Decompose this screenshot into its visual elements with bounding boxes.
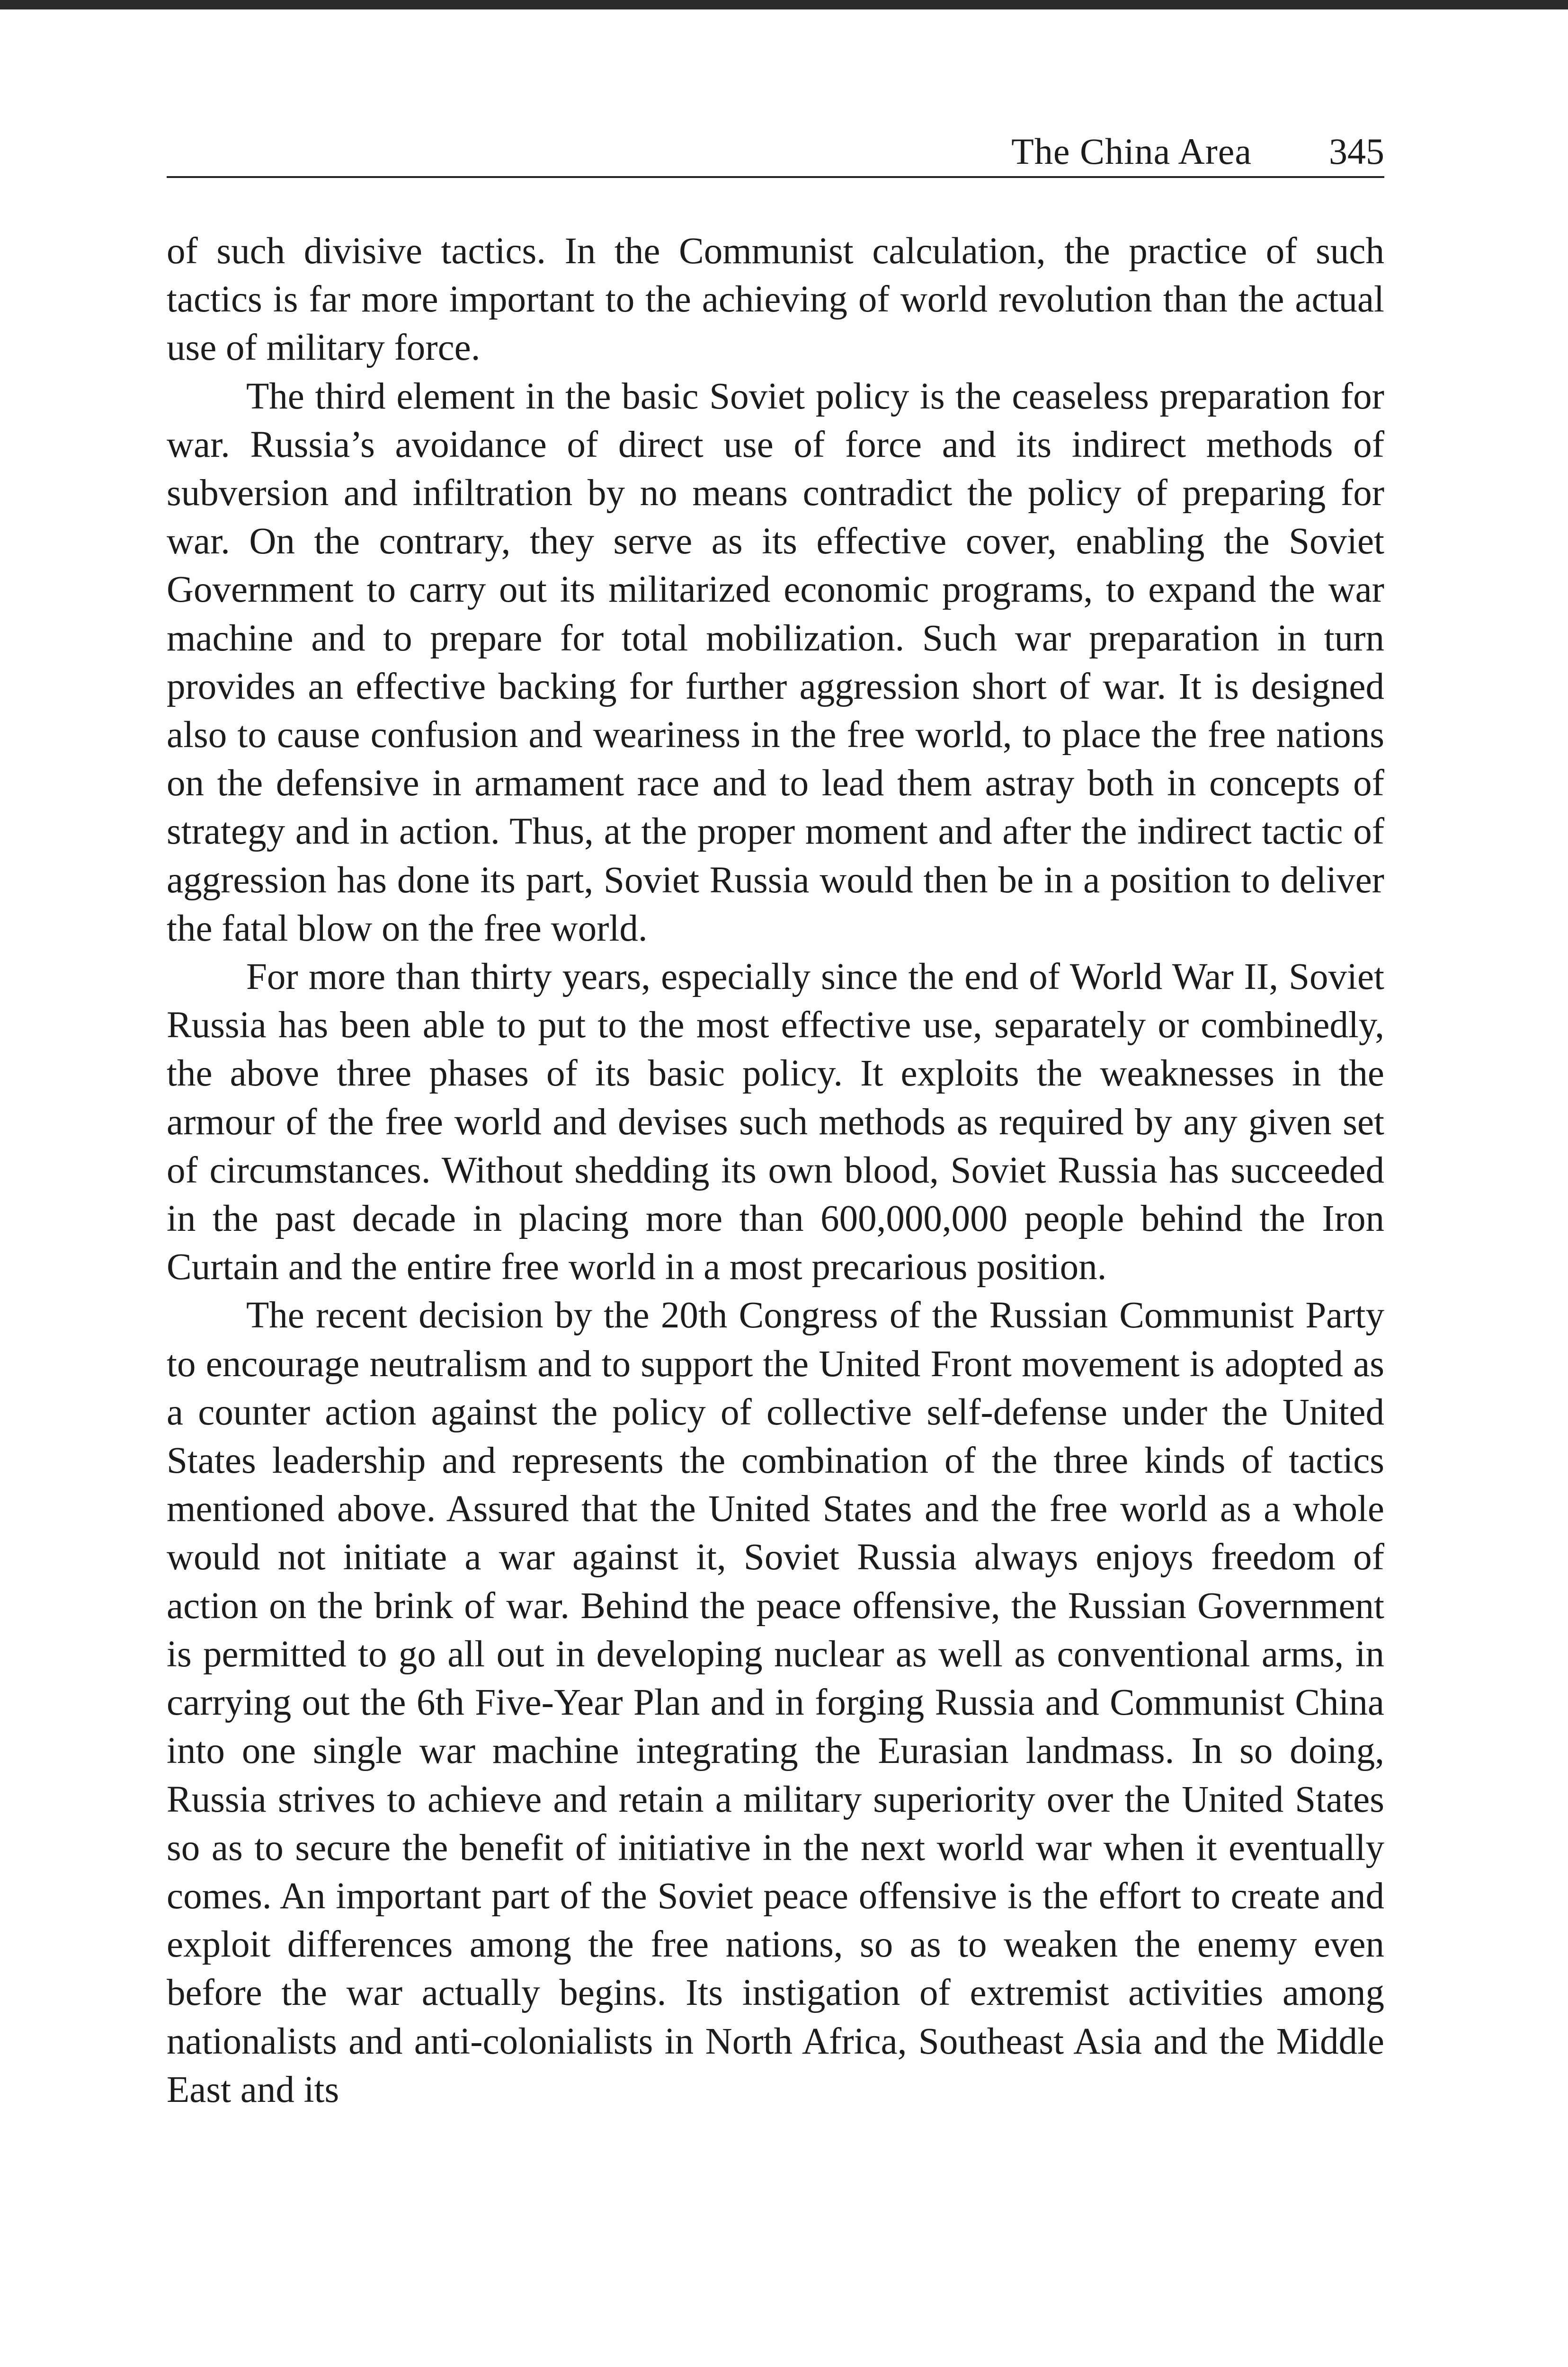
paragraph-3: For more than thirty years, especially since the end of World War II, Soviet Russia has been able to put to the most effective use, separately or combinedly, the above three phases of its basic policy. It exploits the weaknesses in the armour of the free world and devises such methods as required by any given set of circumstances. Without shedding its own blood, Soviet Russia has succeeded in the past decade in placing more than 600,000,000 people behind the Iron Curtain and the entire free world in a most precarious position. [167,956,1384,1288]
paragraph-2: The third element in the basic Soviet policy is the ceaseless preparation for war. Russia’s avoidance of direct use of force and its indirect methods of subversion and infiltration by no means contradict the policy of preparing for war. On the contrary, they serve as its effective cover, enabling the Soviet Government to carry out its militarized economic programs, to expand the war machine and to prepare for total mobilization. Such war preparation in turn provides an effective backing for further aggression short of war. It is designed also to cause confusion and weariness in the free world, to place the free nations on the defensive in armament race and to lead them astray both in concepts of strategy and in action. Thus, at the proper moment and after the indirect tactic of aggression has done its part, Soviet Russia would then be in a position to deliver the fatal blow on the free world. [167,375,1384,949]
paragraph-1: of such divisive tactics. In the Communist calculation, the practice of such tactics is far more important to the achieving of world revolution than the actual use of military force. [167,231,1384,369]
paragraph-4: The recent decision by the 20th Congress of the Russian Communist Party to encourage neutralism and to support the United Front movement is adopted as a counter action against the policy of collective self-defense under the United States leadership and represents the combination of the three kinds of tactics mentioned above. Assured that the United States and the free world as a whole would not initiate a war against it, Soviet Russia always enjoys freedom of action on the brink of war. Behind the peace offensive, the Russian Government is permitted to go all out in developing nuclear as well as conventional arms, in carrying out the 6th Five-Year Plan and in forging Russia and Communist China into one single war machine integrating the Eurasian landmass. In so doing, Russia strives to achieve and retain a military superiority over the United States so as to secure the benefit of initiative in the next world war when it eventually comes. An important part of the Soviet peace offensive is the effort to create and exploit differences among the free nations, so as to weaken the enemy even before the war actually begins. Its instigation of extremist activities among nationalists and anti-colonialists in North Africa, Southeast Asia and the Middle East and its [167,1295,1384,2110]
body-text [167,227,1384,2114]
page-top-edge [0,0,1568,9]
running-header [167,124,1384,178]
page-number: 345 [1329,131,1384,172]
running-title: The China Area [1011,131,1252,172]
